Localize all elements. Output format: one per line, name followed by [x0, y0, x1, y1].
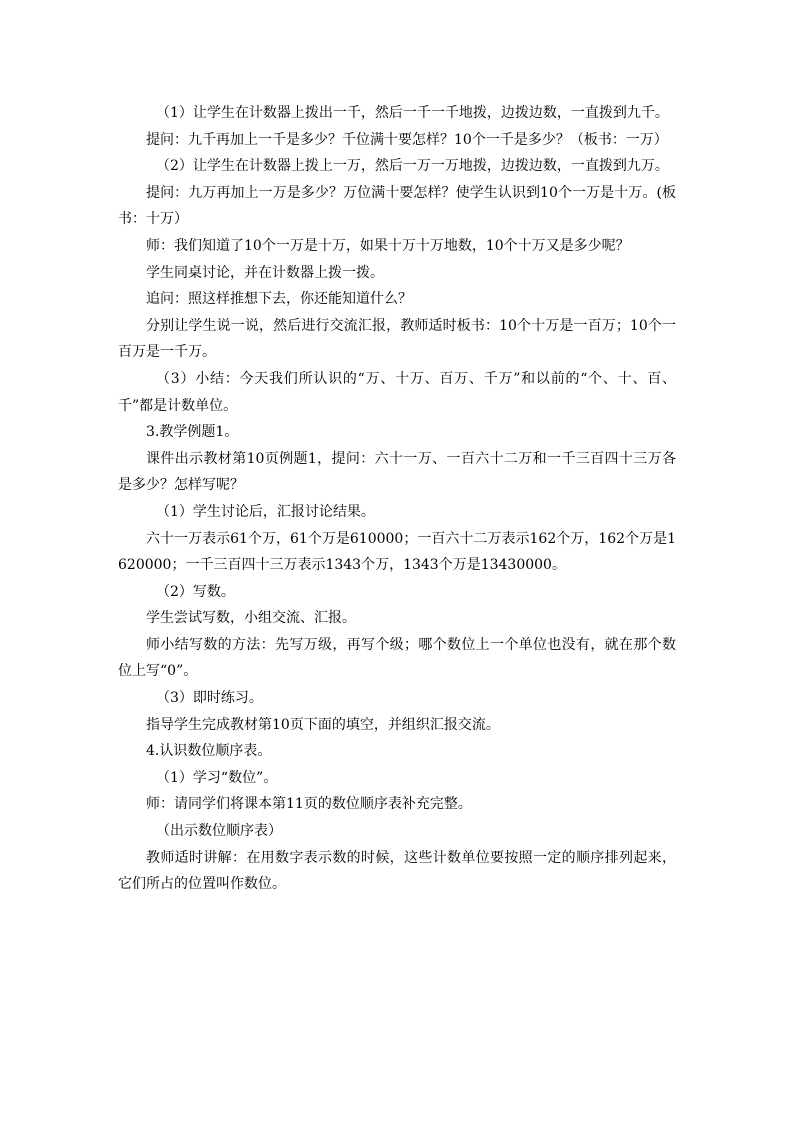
paragraph: （3）小结：今天我们所认识的“万、十万、百万、千万”和以前的“个、十、百、千”都是计数单位。 — [118, 370, 676, 414]
paragraph: 提问：九千再加上一千是多少？千位满十要怎样？10个一千是多少？（板书：一万） — [146, 131, 668, 148]
paragraph: 师：我们知道了10个一万是十万，如果十万十万地数，10个十万又是多少呢？ — [146, 237, 630, 254]
paragraph: 教师适时讲解：在用数字表示数的时候，这些计数单位要按照一定的顺序排列起来，它们所占的位置叫作数位。 — [118, 849, 676, 893]
paragraph: 师小结写数的方法：先写万级，再写个级；哪个数位上一个单位也没有，就在那个数位上写“0”。 — [118, 636, 676, 680]
section-heading: 4.认识数位顺序表。 — [146, 743, 272, 760]
paragraph: （1）学习“数位”。 — [156, 769, 278, 786]
paragraph: 师：请同学们将课本第11页的数位顺序表补充完整。 — [146, 796, 472, 813]
section-heading: 3.教学例题1。 — [146, 424, 239, 441]
paragraph: 分别让学生说一说，然后进行交流汇报，教师适时板书：10个十万是一百万；10个一百万是一千万。 — [118, 317, 676, 361]
paragraph: （出示数位顺序表） — [156, 823, 282, 840]
paragraph: 学生同桌讨论，并在计数器上拨一拨。 — [146, 264, 384, 281]
document-body — [118, 100, 676, 898]
paragraph: 指导学生完成教材第10页下面的填空，并组织汇报交流。 — [146, 716, 500, 733]
paragraph: （2）写数。 — [156, 583, 235, 600]
paragraph: 课件出示教材第10页例题1，提问：六十一万、一百六十二万和一千三百四十三万各是多少？怎样写呢？ — [118, 450, 676, 494]
paragraph: （2）让学生在计数器上拨上一万，然后一万一万地拨，边拨边数，一直拨到九万。 — [156, 158, 669, 175]
paragraph: 提问：九万再加上一万是多少？万位满十要怎样？使学生认识到10个一万是十万。(板书：十万） — [118, 184, 676, 228]
paragraph: 六十一万表示61个万，61个万是610000；一百六十二万表示162个万，162个万是1620000；一千三百四十三万表示1343个万，1343个万是13430000。 — [118, 530, 676, 574]
paragraph: （1）学生讨论后，汇报讨论结果。 — [156, 503, 375, 520]
paragraph: （1）让学生在计数器上拨出一千，然后一千一千地拨，边拨边数，一直拨到九千。 — [156, 105, 669, 121]
paragraph: （3）即时练习。 — [156, 690, 263, 707]
paragraph: 追问：照这样推想下去，你还能知道什么？ — [146, 291, 412, 308]
paragraph: 学生尝试写数，小组交流、汇报。 — [146, 610, 356, 627]
